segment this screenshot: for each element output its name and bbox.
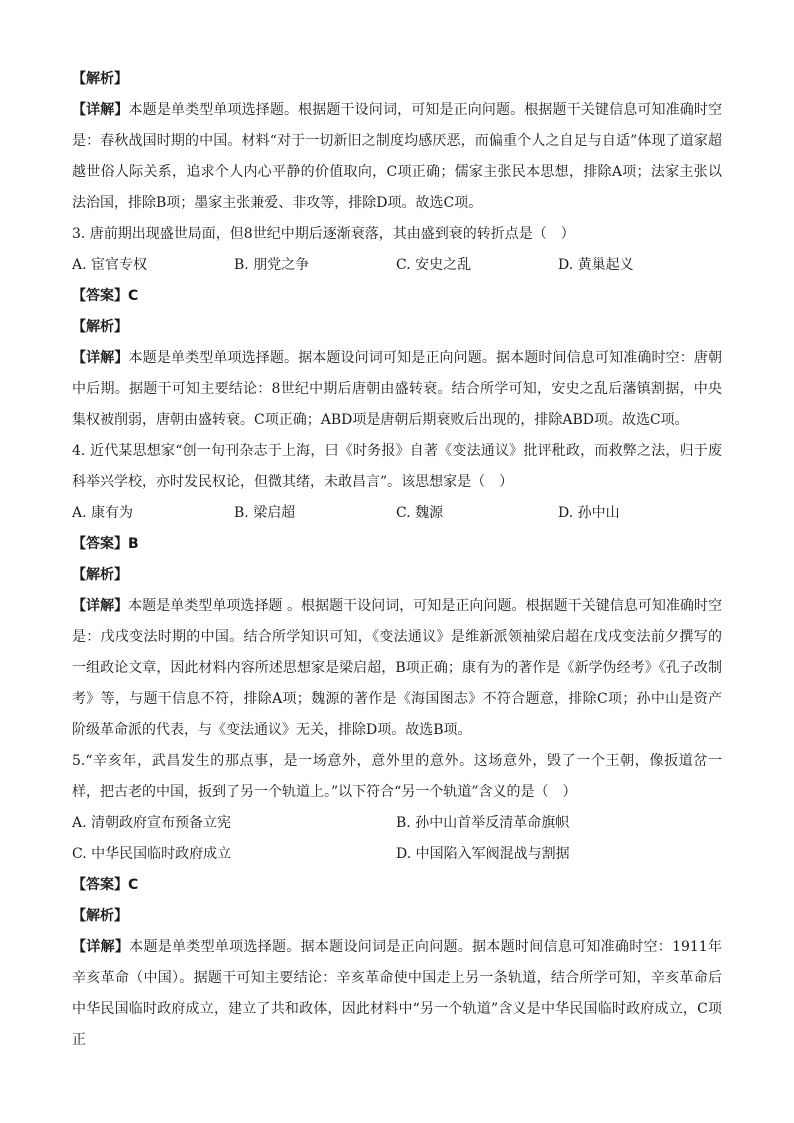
q3-analysis-tag: 【解析】: [72, 319, 128, 335]
q5-detail-tag: 【详解】: [72, 939, 130, 955]
q4-stem: 4. 近代某思想家“创一旬刊杂志于上海，曰《时务报》自著《变法通议》批评秕政，而救弊之法，归于废科举兴学校，亦时发民权论，但微其绪，未敢昌言”。该思想家是（ ）: [72, 443, 722, 490]
q4-option-a: A. 康有为: [72, 505, 134, 521]
q5-analysis-tag: 【解析】: [72, 908, 128, 924]
q4-detail: [72, 591, 722, 746]
q4-detail-text: 本题是单类型单项选择题 。根据题干设问词，可知是正向问题。根据题干关键信息可知准确时空是：戊戌变法时期的中国。结合所学知识可知，《变法通议》是维新派领袖梁启超在戊戌变法前夕撰写的一组政论文章，因此材料内容所述思想家是梁启超，B项正确；康有为的著作是《新学伪经考》《孔子改制考》等，与题干信息不符，排除A项；魏源的著作是《海国图志》不符合题意，排除C项；孙中山是资产阶级革命派的代表，与《变法通议》无关，排除D项。故选B项。: [72, 598, 723, 738]
q3-option-c: C. 安史之乱: [396, 257, 472, 273]
q2-detail-text: 本题是单类型单项选择题。根据题干设问词，可知是正向问题。根据题干关键信息可知准确时空是：春秋战国时期的中国。材料“对于一切新旧之制度均感厌恶，而偏重个人之自足与自适”体现了道家超越世俗人际关系，追求个人内心平静的价值取向，C项正确；儒家主张民本思想，排除A项；法家主张以法治国，排除B项；墨家主张兼爱、非攻等，排除D项。故选C项。: [72, 102, 723, 211]
document-page: [72, 64, 722, 1056]
q4-option-b: B. 梁启超: [234, 505, 296, 521]
q3-stem: 3. 唐前期出现盛世局面，但8世纪中期后逐渐衰落，其由盛到衰的转折点是（ ）: [72, 226, 575, 242]
q5-options-row1: [72, 808, 722, 839]
q5-options-row2: [72, 839, 722, 870]
q5-option-b: B. 孙中山首举反清革命旗帜: [396, 815, 570, 831]
q4-options: [72, 498, 722, 529]
q3-option-d: D. 黄巢起义: [558, 257, 634, 273]
q3-option-a: A. 宦官专权: [72, 257, 148, 273]
q3-detail: [72, 343, 722, 436]
q5-option-c: C. 中华民国临时政府成立: [72, 846, 232, 862]
q5-answer: 【答案】C: [72, 877, 139, 893]
q5-detail-text: 本题是单类型单项选择题。据本题设问词是正向问题。据本题时间信息可知准确时空：1911年辛亥革命（中国）。据题干可知主要结论：辛亥革命使中国走上另一条轨道，结合所学可知，辛亥革命后中华民国临时政府成立，建立了共和政体，因此材料中“另一个轨道”含义是中华民国临时政府成立，C项正: [72, 939, 722, 1048]
q5-stem: 5.“辛亥年，武昌发生的那点事，是一场意外，意外里的意外。这场意外，毁了一个王朝，像扳道岔一样，把古老的中国，扳到了另一个轨道上。”以下符合“另一个轨道”含义的是（ ）: [72, 753, 722, 800]
q3-options: [72, 250, 722, 281]
q3-answer: 【答案】C: [72, 288, 139, 304]
q4-analysis-tag: 【解析】: [72, 567, 128, 583]
q2-detail: [72, 95, 722, 219]
q4-option-c: C. 魏源: [396, 505, 444, 521]
q5-option-d: D. 中国陷入军阀混战与割据: [396, 846, 570, 862]
q5-detail: [72, 932, 722, 1056]
q3-option-b: B. 朋党之争: [234, 257, 310, 273]
q4-answer: 【答案】B: [72, 536, 139, 552]
q3-detail-tag: 【详解】: [72, 350, 129, 366]
q2-detail-tag: 【详解】: [72, 102, 129, 118]
q5-option-a: A. 清朝政府宣布预备立宪: [72, 815, 232, 831]
q3-detail-text: 本题是单类型单项选择题。据本题设问词可知是正向问题。据本题时间信息可知准确时空：唐朝中后期。据题干可知主要结论：8世纪中期后唐朝由盛转衰。结合所学可知，安史之乱后藩镇割据，中央集权被削弱，唐朝由盛转衰。C项正确；ABD项是唐朝后期衰败后出现的，排除ABD项。故选C项。: [72, 350, 723, 428]
q4-detail-tag: 【详解】: [72, 598, 129, 614]
q2-analysis-tag: 【解析】: [72, 71, 128, 87]
q4-option-d: D. 孙中山: [558, 505, 620, 521]
